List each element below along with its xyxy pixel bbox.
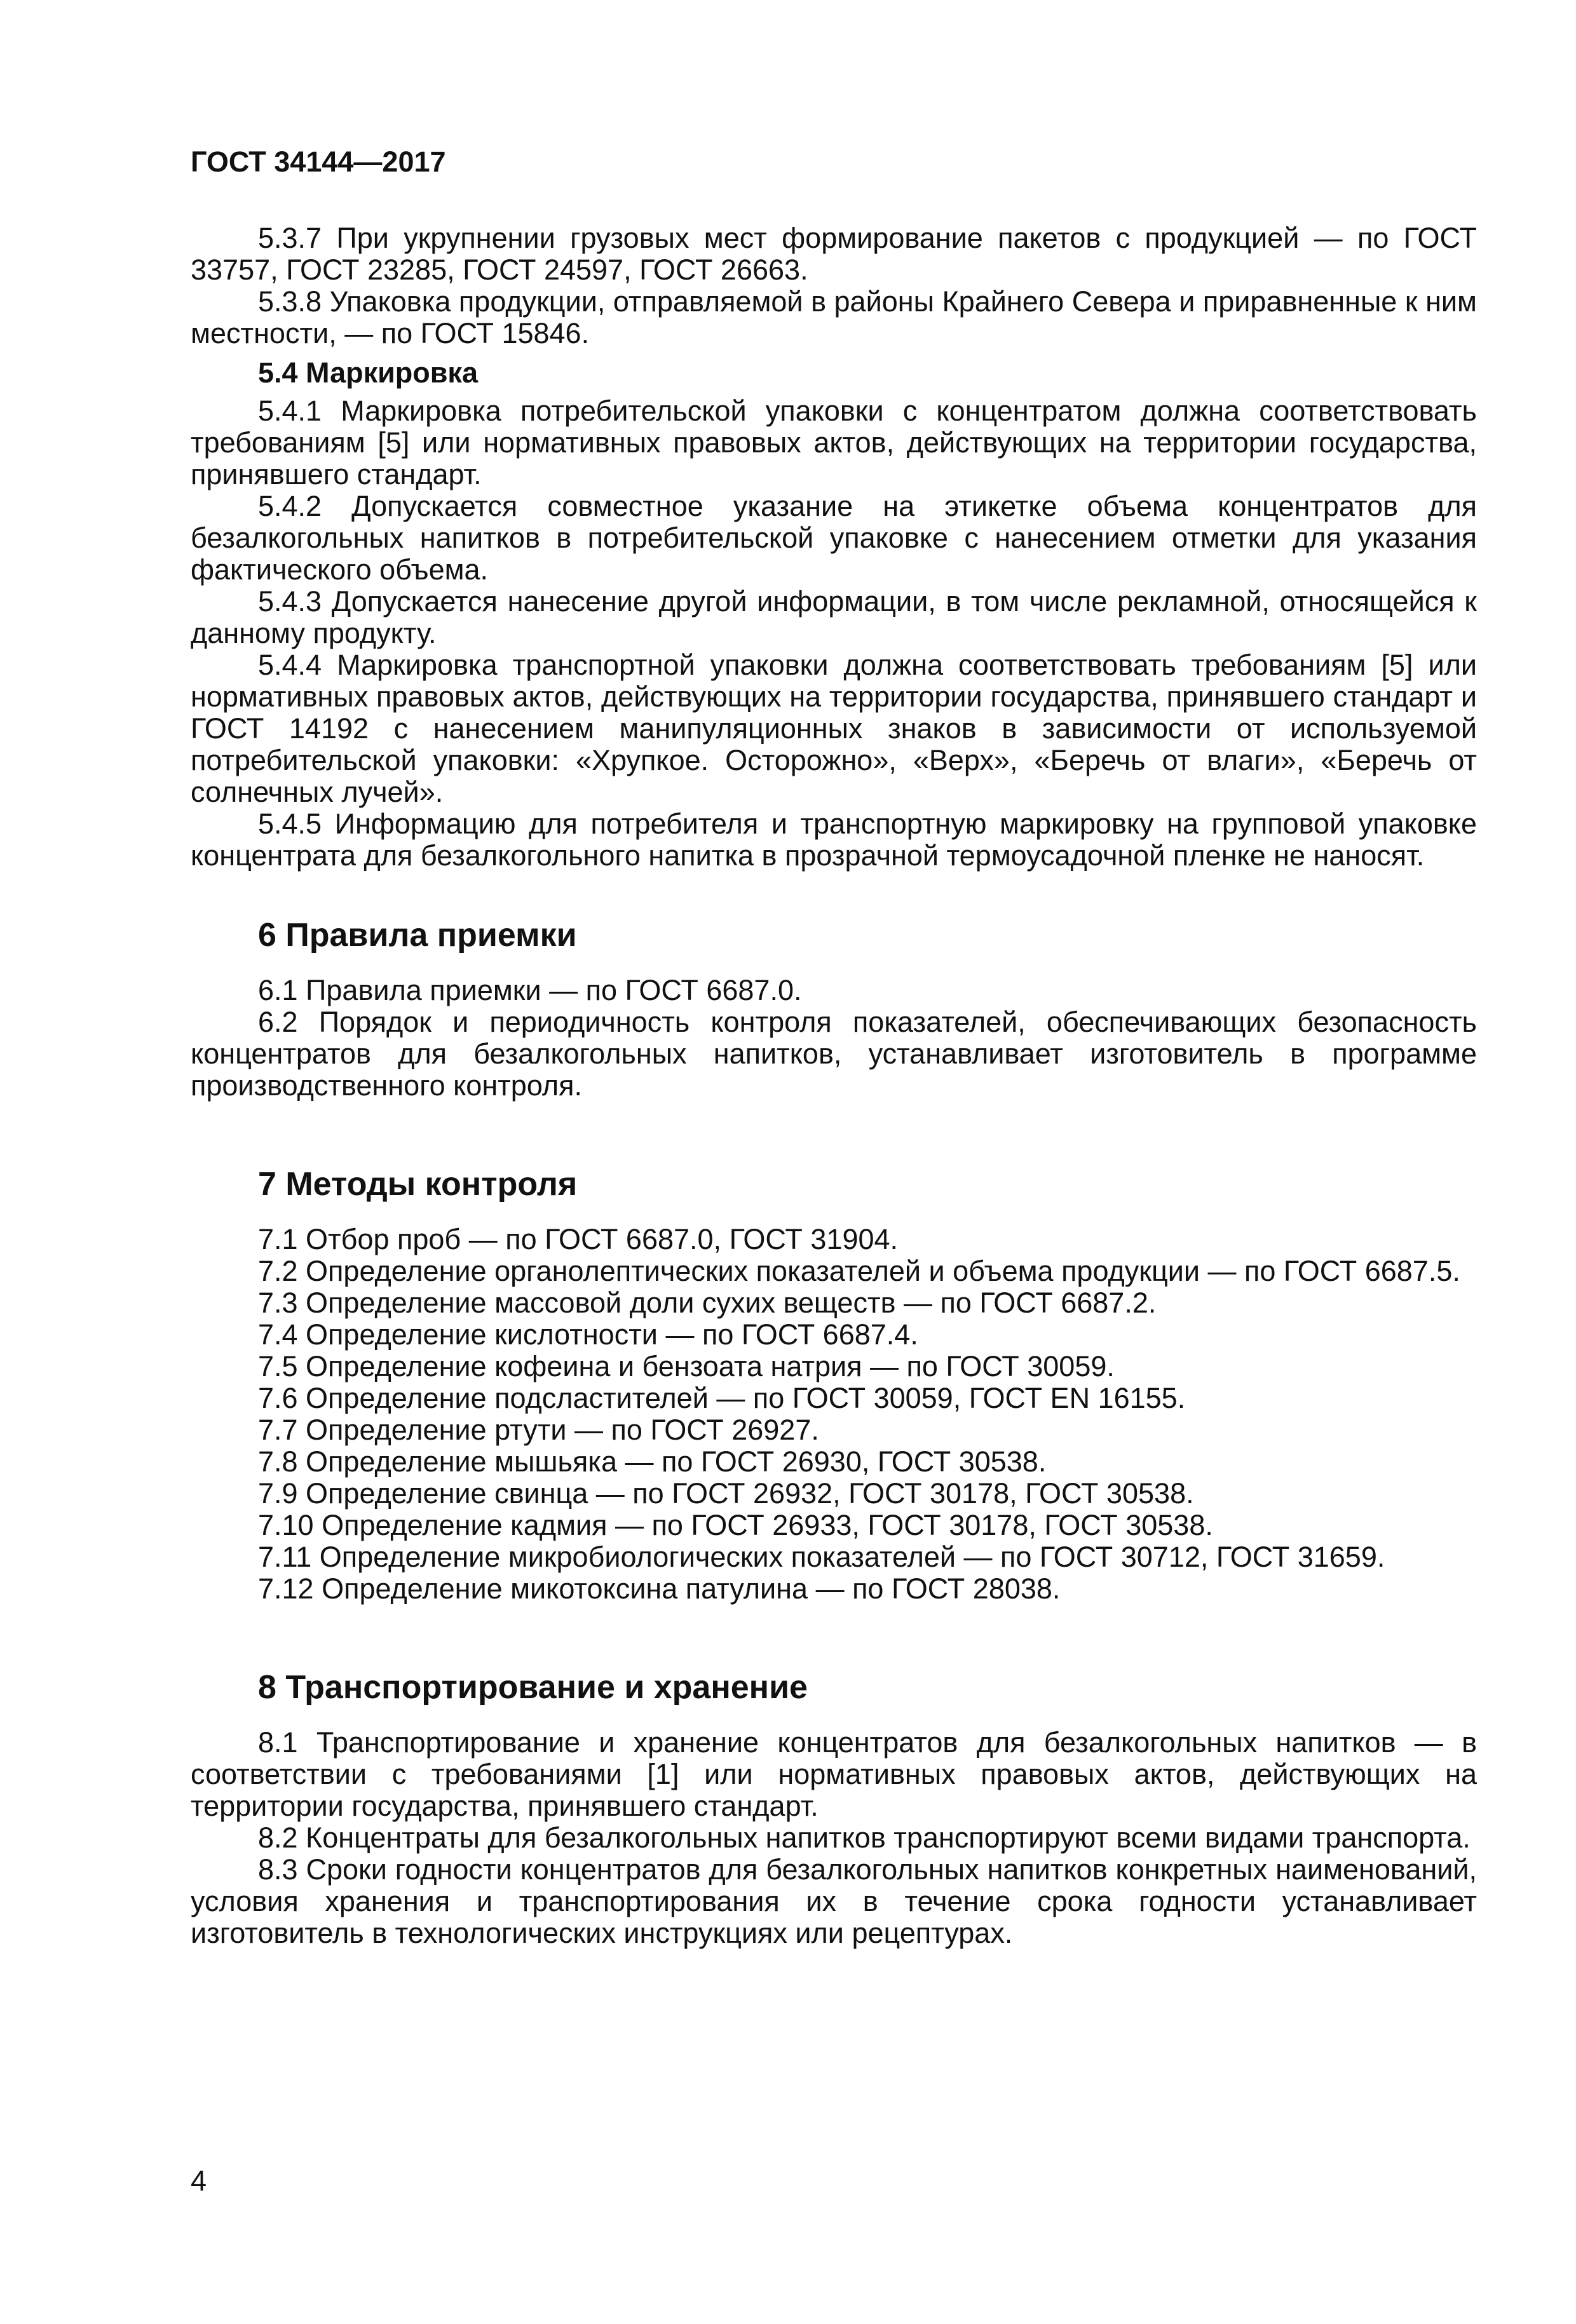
method-item: 7.2 Определение органолептических показателей и объема продукции — по ГОСТ 6687.5. [258, 1255, 1460, 1287]
section-heading-8: 8 Транспортирование и хранение [258, 1669, 808, 1706]
paragraph-5-3-7: 5.3.7 При укрупнении грузовых мест формирование пакетов с продукцией — по ГОСТ 33757, ГОСТ 23285, ГОСТ 24597, ГОСТ 26663. [191, 222, 1477, 286]
method-item: 7.11 Определение микробиологических показателей — по ГОСТ 30712, ГОСТ 31659. [258, 1541, 1385, 1573]
method-item: 7.7 Определение ртути — по ГОСТ 26927. [258, 1414, 819, 1446]
paragraph-6-2: 6.2 Порядок и периодичность контроля показателей, обеспечивающих безопасность концентратов для безалкогольных напитков, устанавливает изготовитель в программе производственного контроля. [191, 1006, 1477, 1102]
page-number: 4 [191, 2165, 207, 2197]
document-header: ГОСТ 34144—2017 [191, 145, 446, 178]
paragraph-5-4-5: 5.4.5 Информацию для потребителя и транспортную маркировку на групповой упаковке концентрата для безалкогольного напитка в прозрачной термоусадочной пленке не наносят. [191, 807, 1477, 872]
paragraph-5-4-3: 5.4.3 Допускается нанесение другой информации, в том числе рекламной, относящейся к данному продукту. [191, 585, 1477, 649]
method-item: 7.12 Определение микотоксина патулина — по ГОСТ 28038. [258, 1572, 1061, 1605]
method-item: 7.6 Определение подсластителей — по ГОСТ 30059, ГОСТ EN 16155. [258, 1382, 1186, 1414]
methods-list [191, 1224, 1477, 1605]
method-item: 7.9 Определение свинца — по ГОСТ 26932, ГОСТ 30178, ГОСТ 30538. [258, 1477, 1194, 1510]
method-item: 7.10 Определение кадмия — по ГОСТ 26933, ГОСТ 30178, ГОСТ 30538. [258, 1509, 1213, 1541]
paragraph-5-4-2: 5.4.2 Допускается совместное указание на этикетке объема концентратов для безалкогольных напитков в потребительской упаковке с нанесением отметки для указания фактического объема. [191, 490, 1477, 586]
section-6 [191, 916, 1477, 1102]
section-heading-6: 6 Правила приемки [258, 917, 577, 954]
paragraph-8-1: 8.1 Транспортирование и хранение концентратов для безалкогольных напитков — в соответствии с требованиями [1] или нормативных правовых актов, действующих на территории государства, принявшего стандарт. [191, 1726, 1477, 1822]
paragraph-5-3-8: 5.3.8 Упаковка продукции, отправляемой в районы Крайнего Севера и приравненные к ним местности, — по ГОСТ 15846. [191, 285, 1477, 349]
method-item: 7.4 Определение кислотности — по ГОСТ 6687.4. [258, 1318, 918, 1351]
section-heading-7: 7 Методы контроля [258, 1166, 578, 1203]
section-7 [191, 1165, 1477, 1605]
page-body [191, 0, 1477, 2324]
paragraph-5-4-4: 5.4.4 Маркировка транспортной упаковки должна соответствовать требованиям [5] или нормативных правовых актов, действующих на территории государства, принявшего стандарт и ГОСТ 14192 с нанесением манипуляционных знаков в зависимости от используемой потребительской упаковки: «Хрупкое. Осторожно», «Верх», «Беречь от влаги», «Беречь от солнечных лучей». [191, 649, 1477, 808]
paragraph-8-2: 8.2 Концентраты для безалкогольных напитков транспортируют всеми видами транспорта. [258, 1821, 1471, 1854]
method-item: 7.1 Отбор проб — по ГОСТ 6687.0, ГОСТ 31904. [258, 1223, 899, 1255]
subsection-heading-5-4: 5.4 Маркировка [258, 356, 478, 389]
method-item: 7.3 Определение массовой доли сухих веществ — по ГОСТ 6687.2. [258, 1287, 1157, 1319]
paragraph-5-4-1: 5.4.1 Маркировка потребительской упаковки с концентратом должна соответствовать требованиям [5] или нормативных правовых актов, действующих на территории государства, принявшего стандарт. [191, 395, 1477, 490]
method-item: 7.5 Определение кофеина и бензоата натрия — по ГОСТ 30059. [258, 1350, 1115, 1382]
method-item: 7.8 Определение мышьяка — по ГОСТ 26930, ГОСТ 30538. [258, 1445, 1047, 1478]
paragraph-6-1: 6.1 Правила приемки — по ГОСТ 6687.0. [258, 974, 802, 1006]
paragraph-8-3: 8.3 Сроки годности концентратов для безалкогольных напитков конкретных наименований, условия хранения и транспортирования их в течение срока годности устанавливает изготовитель в технологических инструкциях или рецептурах. [191, 1853, 1477, 1949]
section-8 [191, 1668, 1477, 1949]
section-5-continued [191, 222, 1477, 872]
